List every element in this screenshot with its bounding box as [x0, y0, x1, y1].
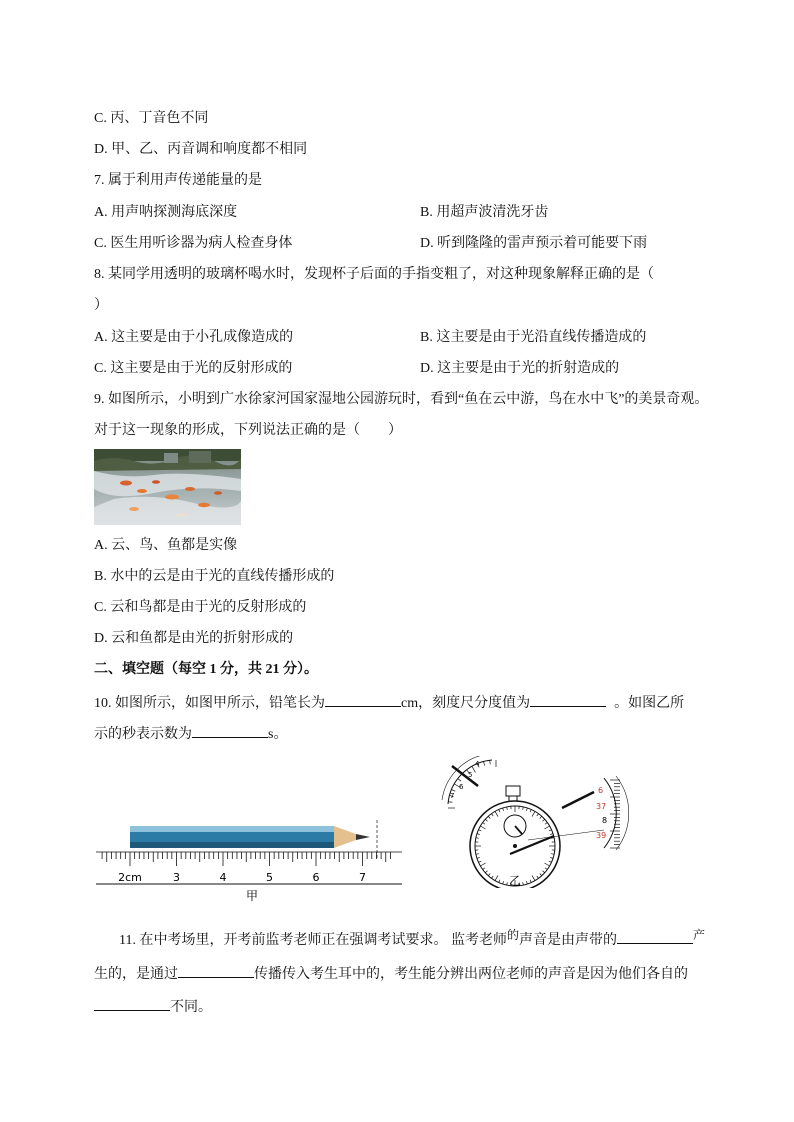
q11-line3 [94, 996, 212, 1017]
sec-label-6: 6 [598, 786, 604, 795]
minute-scale-tick [490, 760, 491, 764]
q11-text-4: 生的，是通过 [94, 967, 178, 982]
q10-text-1: 10. 如图所示，如图甲所示，铅笔长为 [94, 696, 325, 711]
q10-blank-time[interactable] [192, 723, 268, 738]
minute-scale-tick [458, 779, 461, 781]
q9-stem-line2: 对于这一现象的形成，下列说法正确的是（ ） [94, 423, 402, 438]
q9-option-d: D. 云和鱼都是由光的折射形成的 [94, 631, 294, 646]
ruler-label: 2cm [118, 871, 142, 884]
q7-option-a: A. 用声呐探测海底深度 [94, 205, 238, 220]
q11-text-3: 产 [693, 928, 706, 942]
ruler-ticks [102, 852, 390, 866]
min-label-4: 4 [475, 760, 480, 768]
q7-option-d: D. 听到隆隆的雷声预示着可能要下雨 [420, 236, 648, 251]
sec-label-8: 8 [602, 816, 608, 825]
q6-option-c: C. 丙、丁音色不同 [94, 111, 209, 126]
stopwatch-figure [438, 756, 638, 888]
q11-line2 [94, 963, 688, 984]
sec-label-39: 39 [596, 831, 607, 840]
minute-scale-tick [484, 762, 485, 766]
q10-text-5: s。 [268, 727, 288, 742]
ruler-label: 4 [219, 871, 227, 884]
q10-line2 [94, 723, 287, 744]
q7-stem: 7. 属于利用声传递能量的是 [94, 173, 262, 188]
dial-center [513, 844, 517, 848]
crown-button [506, 786, 520, 796]
pencil-highlight [130, 826, 334, 832]
q10-blank-length[interactable] [325, 692, 401, 707]
q11-sup: 的 [506, 928, 519, 942]
q10-text-2: cm，刻度尺分度值为 [401, 696, 531, 711]
q10-blank-division[interactable] [530, 692, 606, 707]
min-label-6: 6 [459, 783, 464, 791]
ruler-label: 3 [173, 871, 180, 884]
q10-text-3: 。如图乙所 [614, 696, 685, 711]
pencil-shadow [130, 842, 334, 848]
ruler-label: 6 [312, 871, 320, 884]
ruler-label: 7 [359, 871, 366, 884]
q9-stem-line1: 9. 如图所示，小明到广水徐家河国家湿地公园游玩时，看到“鱼在云中游，鸟在水中飞”的美景奇观。 [94, 392, 709, 407]
q10-text-4: 示的秒表示数为 [94, 727, 192, 742]
q11-blank-3[interactable] [94, 996, 170, 1011]
pencil-ruler-figure [94, 818, 406, 902]
q9-option-c: C. 云和鸟都是由于光的反射形成的 [94, 600, 307, 615]
ruler-labels [118, 871, 366, 884]
min-label-7: 7 [450, 792, 455, 800]
section-title: 二、填空题（每空 1 分，共 21 分）。 [94, 662, 318, 677]
q7-option-c: C. 医生用听诊器为病人检查身体 [94, 236, 293, 251]
q9-option-b: B. 水中的云是由于光的直线传播形成的 [94, 569, 335, 584]
q8-option-d: D. 这主要是由于光的折射造成的 [420, 361, 620, 376]
caption-yi: 乙 [508, 874, 522, 888]
q9-option-a: A. 云、鸟、鱼都是实像 [94, 538, 238, 553]
q8-stem-line2: ） [94, 298, 108, 313]
q8-option-c: C. 这主要是由于光的反射形成的 [94, 361, 293, 376]
minute-scale-tick [448, 802, 452, 803]
q11-text-2: 声音是由声带的 [519, 933, 617, 948]
q11-line1 [119, 929, 705, 950]
wetland-pond-photo [94, 449, 241, 525]
ruler-label: 5 [266, 871, 273, 884]
q11-text-5: 传播传入考生耳中的，考生能分辨出两位老师的声音是因为他们各自的 [254, 967, 688, 982]
q8-option-a: A. 这主要是由于小孔成像造成的 [94, 330, 294, 345]
q11-blank-2[interactable] [178, 963, 254, 978]
q8-stem-line1: 8. 某同学用透明的玻璃杯喝水时，发现杯子后面的手指变粗了，对这种现象解释正确的是（ [94, 267, 654, 282]
q7-option-b: B. 用超声波清洗牙齿 [420, 205, 549, 220]
q6-option-d: D. 甲、乙、丙音调和响度都不相同 [94, 142, 308, 157]
q11-text-6: 不同。 [170, 1000, 212, 1015]
minute-scale-tick [452, 790, 456, 792]
q11-text-1: 11. 在中考场里，开考前监考老师正在强调考试要求。 监考老师 [119, 933, 507, 948]
pencil-lead [356, 834, 370, 840]
minute-pointer [452, 766, 478, 786]
q8-option-b: B. 这主要是由于光沿直线传播造成的 [420, 330, 647, 345]
second-pointer [562, 792, 594, 808]
caption-jia: 甲 [245, 889, 259, 902]
sec-label-37: 37 [596, 802, 607, 811]
q10-line1 [94, 692, 684, 713]
min-label-5: 5 [468, 771, 473, 779]
q11-blank-1[interactable] [617, 929, 693, 944]
